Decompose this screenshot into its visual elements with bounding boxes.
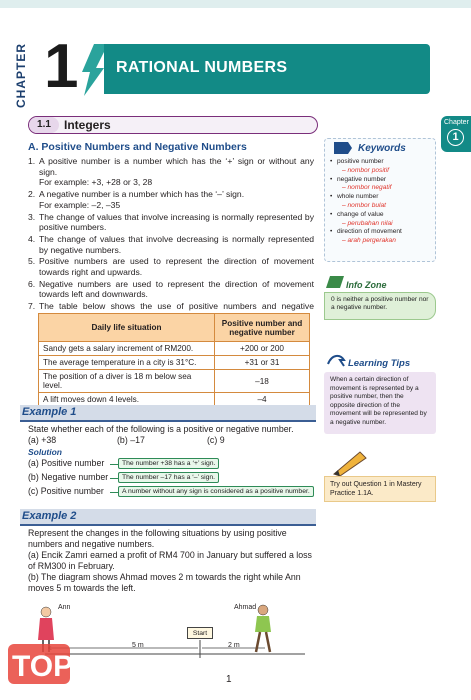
keyword-ms: – nombor bulat [342, 201, 386, 209]
chapter-label: CHAPTER [14, 42, 28, 108]
list-item: 5. Positive numbers are used to represent the direction of movement towards right and upwards. [28, 256, 314, 278]
example2-question: Represent the changes in the following situations by using positive numbers and negative numbers. [28, 528, 287, 549]
example2-title: Example 2 [22, 510, 77, 522]
table-cell: The position of a diver is 18 m below sea level. [39, 370, 215, 393]
list-item: 2. A negative number is a number which has the ‘–’ sign. For example: –2, –35 [28, 189, 245, 210]
keyword-en: • direction of movement [330, 228, 434, 237]
example1-option-a: (a) +38 [28, 435, 57, 445]
example1-option-c: (c) 9 [207, 435, 225, 445]
keyword-ms: – nombor positif [342, 166, 389, 174]
example1-question: State whether each of the following is a positive or negative number. [28, 424, 294, 434]
example2-part-a: (a) Encik Zamri earned a profit of RM4 700 in January but suffered a loss of RM300 in February. [28, 550, 312, 571]
list-item: 7. The table below shows the use of positive numbers and negative [28, 301, 314, 312]
daily-life-table [38, 313, 310, 407]
figure-label-ahmad: Ahmad [234, 604, 257, 611]
list-item: 3. The change of values that involve increasing is normally represented by positive numbers. [28, 211, 314, 233]
example2-part-b: (b) The diagram shows Ahmad moves 2 m towards the right while Ann moves 5 m towards the left. [28, 572, 301, 593]
chapter-tab[interactable] [441, 116, 471, 152]
list-item: 6. Negative numbers are used to represent the direction of movement towards left and downwards. [28, 278, 314, 300]
learning-tips-icon [326, 352, 346, 368]
keywords-list [330, 158, 434, 246]
answer-b: (b) Negative number [28, 472, 109, 482]
keyword-en: • whole number [330, 193, 434, 202]
callout-note: The number –17 has a ‘–’ sign. [118, 472, 219, 483]
table-header-row [39, 314, 310, 342]
try-out-box[interactable]: Try out Question 1 in Mastery Practice 1.1A. [324, 476, 436, 502]
chapter-tab-number: 1 [447, 129, 464, 146]
example1-rule [20, 420, 316, 422]
table-cell: A lift moves down 4 levels. [39, 393, 215, 407]
section-title: Integers [64, 118, 111, 132]
figure-distance-right: 2 m [228, 642, 240, 649]
start-marker: Start [187, 627, 213, 639]
subsection-title: A. Positive Numbers and Negative Numbers [28, 141, 247, 153]
table-cell: +31 or 31 [215, 356, 310, 370]
example2-rule [20, 524, 316, 526]
answer-a: (a) Positive number [28, 458, 105, 468]
chapter-title: RATIONAL NUMBERS [116, 59, 288, 76]
keyword-ms: – perubahan nilai [342, 219, 393, 227]
table-cell: The average temperature in a city is 31°C. [39, 356, 215, 370]
keywords-icon [332, 140, 354, 156]
learning-tips-title: Learning Tips [348, 358, 411, 369]
keyword-en: • change of value [330, 211, 434, 220]
callout-note: A number without any sign is considered as a positive number. [118, 486, 314, 497]
callout-note: The number +38 has a ‘+’ sign. [118, 458, 219, 469]
top-band [0, 0, 471, 8]
info-zone-title: Info Zone [346, 280, 387, 290]
info-zone-text: 0 is neither a positive number nor a negative number. [324, 292, 436, 320]
figure-label-ann: Ann [58, 604, 71, 611]
table-cell: +200 or 200 [215, 342, 310, 356]
table-header: Daily life situation [39, 314, 215, 342]
keyword-en: • negative number [330, 176, 434, 185]
svg-text:TOP Books: TOP Books [12, 650, 173, 683]
pencil-icon [330, 448, 370, 476]
table-cell: Sandy gets a salary increment of RM200. [39, 342, 215, 356]
table-cell: –18 [215, 370, 310, 393]
chapter-tab-label: Chapter [444, 119, 469, 126]
table-cell: –4 [215, 393, 310, 407]
keyword-ms: – nombor negatif [342, 184, 392, 192]
solution-label: Solution [28, 447, 62, 457]
list-item: 1. A positive number is a number which has the ‘+’ sign or without any sign. For example: +3, +28 or 3, 28 [28, 156, 314, 188]
table-row [39, 356, 310, 370]
concept-list [28, 156, 314, 324]
list-item: 4. The change of values that involve decreasing is normally represented by negative numbers. [28, 233, 314, 255]
example1-title: Example 1 [22, 406, 77, 418]
keyword-en: • positive number [330, 158, 434, 167]
callout-arrow [110, 492, 118, 493]
table-row [39, 370, 310, 393]
answer-c: (c) Positive number [28, 486, 104, 496]
figure-distance-left: 5 m [132, 642, 144, 649]
keyword-ms: – arah pergerakan [342, 237, 396, 245]
keywords-title: Keywords [358, 143, 406, 154]
learning-tips-text: When a certain direction of movement is represented by a positive number, then the opposite direction of the movement will be represented by a negative number. [324, 372, 436, 434]
info-zone-icon [326, 274, 346, 290]
table-row [39, 342, 310, 356]
chapter-number: 1 [44, 32, 79, 101]
callout-arrow [110, 478, 118, 479]
chapter-title-bar [104, 44, 430, 94]
page-number: 1 [226, 674, 232, 685]
callout-arrow [110, 464, 118, 465]
example1-option-b: (b) –17 [117, 435, 145, 445]
topbooks-logo [6, 640, 196, 692]
table-header: Positive number and negative number [215, 314, 310, 342]
section-number: 1.1 [29, 117, 59, 133]
